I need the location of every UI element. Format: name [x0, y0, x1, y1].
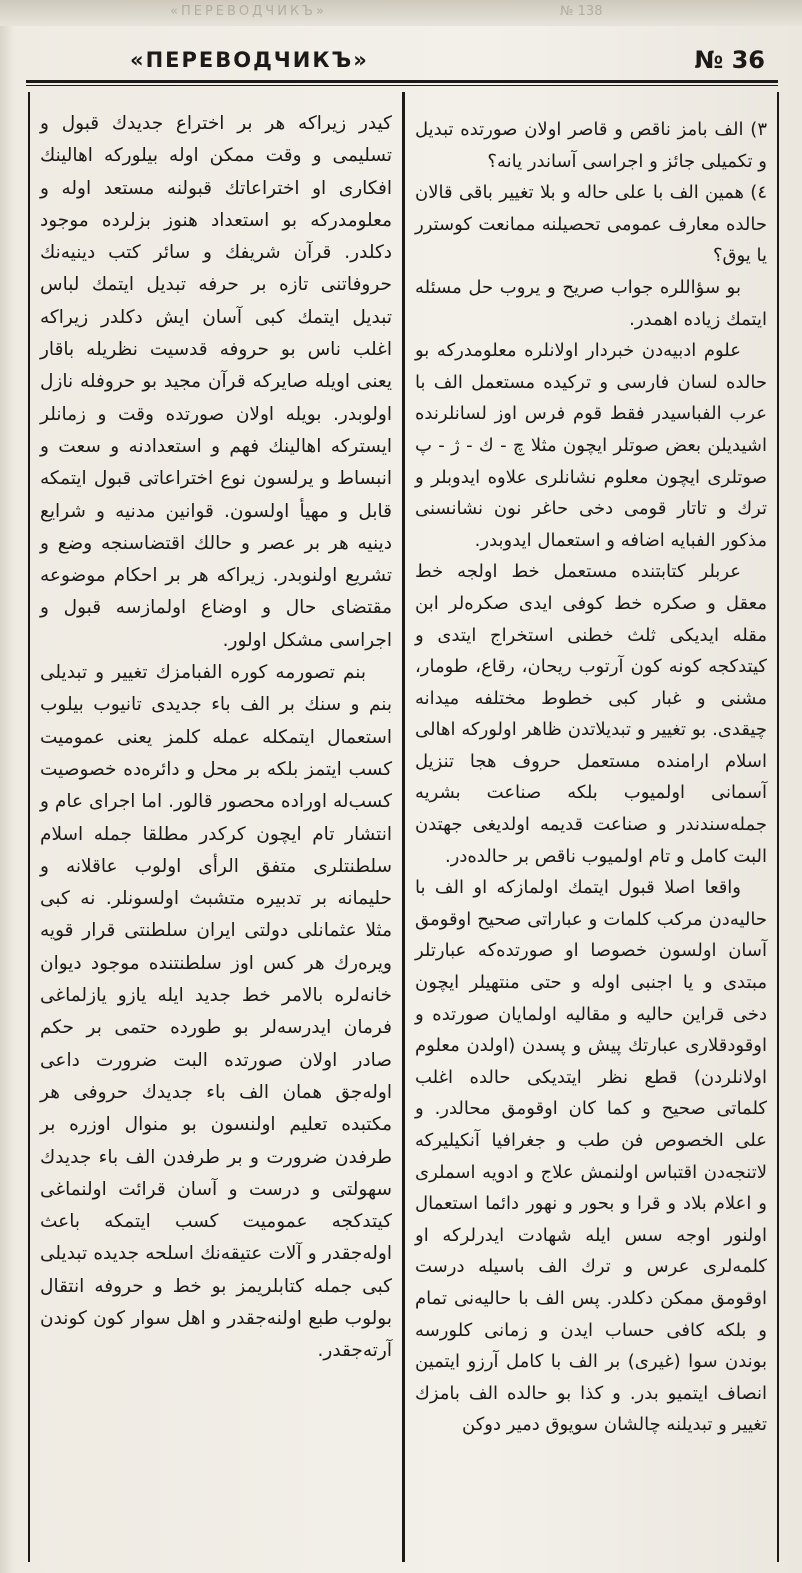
header-rule-thin [26, 85, 778, 86]
bleed-through-issue: № 138 [560, 4, 603, 19]
right-paragraph-4: علوم ادبیه‌دن خبردار اولانلره معلومدرکه بو حالده لسان فارسی و ترکیده مستعمل الف با عرب الفباسیدر فقط قوم فرس اوز لسانلرنده اشیدیلن بعض صوتلر ایچون مثلا چ - ك - ژ - پ صوتلری ایچون معلوم نشانلری علاوه ایدوبلر و ترك و تاتار قومی دخی حاغر نون نشانسنی مذکور الفبایه اضافه و استعمال ایدوبدر. [415, 340, 767, 551]
right-paragraph-3: بو سؤاللره جواب صریح و یروب حل مسئله ایتمك زیاده اهمدر. [415, 276, 767, 330]
paper-title: «ПЕРЕВОДЧИКЪ» [130, 48, 369, 72]
issue-number: № 36 [694, 46, 765, 74]
previous-page-bleed [0, 0, 802, 26]
header-rule-thick [26, 80, 778, 83]
right-paragraph-6: واقعا اصلا قبول ایتمك اولمازکه او الف با حالیه‌دن مرکب کلمات و عباراتی صحیح اوقومق آسان اولسون خصوصا او صورتده‌که عبارتلر مبتدی و یا اجنبی اوله و حتی منتهیلر ایچون دخی قراین حالیه و مقالیه اولمایان صورتده و اوقودقلاری عبارتك پیش و پسدن (اولدن معلوم اولانلردن) قطع نظر ایتدیکی حالده اغلب کلماتی صحیح و کما کان اوقومق محالدر. و علی الخصوص فن طب و جغرافیا آنکیلیرکه لاتنجه‌دن اقتباس اولنمش علاج و ادویه اسملری و اعلام بلاد و قرا و بحور و نهور دائما استعمال اولنور اوجه سس ایله شهادت ایدرلرکه او کلمه‌لری عرس و ترك الف باسیله درست اوقومق ممکن دکلدر. پس الف با حالیه‌نی تمام و بلکه کافی حساب ایدن و زمانی کلورسه بوندن سوا (غیری) بر الف با کامل آرزو ایتمین انصاف ایتمیو بدر. و کذا بو حالده الف بامزك تغییر و تبدیلنه چالشان سویوق دمیر دوکن [415, 877, 767, 1436]
left-paragraph-2: بنم تصورمه کوره الفبامزك تغییر و تبدیلی بنم و سنك بر الف باء جدیدی تانیوب بیلوب استعمال ایتمکله عمله کلمز یعنی عمومیت کسب ایتمز بلکه بر محل و دائره‌ده خصوصیت کسب‌له اوراده محصور قالور. اما اجرای عام و انتشار تام ایچون کرکدر مطلقا جمله اسلام سلطنتلری متفق الرأی اولوب عاقلانه و حلیمانه بر تدبیره متشبث اولسونلر. نه کبی مثلا عثمانلی دولتی ایران سلطنتی قرار قویه ویره‌رك هر کس اوز سلطنتنده موجود دیوان خانه‌لره بالامر خط جدید ایله یازو یازلماغی فرمان ایدرسه‌لر بو طورده حتمی بر حکم صادر اولان صورتده البت ضرورت داعی اوله‌جق همان الف باء جدیدك حروفی هر مکتبده تعلیم اولنسون بو منوال اوزره بر طرفدن ضرورت و بر طرفدن الف باء جدیدك سهولتی و درست و آسان قرائت اولنماغی کیتدکجه عمومیت کسب ایتمکه باعث اوله‌جقدر و آلات عتیقه‌نك اسلحه جدیده تبدیلی کبی جمله کتابلریمز بو خط و حروفه انتقال بولوب طبع اولنه‌جقدر و اهل سوار کون کوندن آرته‌جقدر. [40, 662, 392, 1362]
left-column [28, 92, 404, 1562]
left-paragraph-1: کیدر زیراکه هر بر اختراع جدیدك قبول و تسلیمی و وقت ممکن اوله بیلورکه اها‌لینك افکاری او اختراعاتك قبولنه مستعد اوله و معلومدرکه بو استعداد هنوز بزلرده موجود دکلدر. قرآن شریفك و سائر کتب دینیه‌نك حروفاتنی تازه بر حرفه تبدیل ایتمك لباس تبدیل ایتمك کبی آسان ایش دکلدر زیراکه اغلب ناس بو حروفه قدسیت نظریله باقار یعنی اویله صایرکه قرآن مجید بو حروفله نازل اولوبدر. بویله اولان صورتده وقت و زمانلر ایسترکه اهالینك فهم و استعدادنه و سعت و انبساط و یرلسون نوع اختراعاتی قبول ایتمکه قابل و مهیأ اولسون. قوانین مدنیه و شرایع دینیه هر بر عصر و حالك اقتضاسنجه وضع و تشریع اولنوبدر. زیراکه هر بر احکام موضوعه مقتضای حال و اوضاع اولمازسه قبول و اجراسی مشکل اولور. [40, 113, 392, 651]
right-paragraph-1: ٣) الف بامز ناقص و قاصر اولان صورتده تبدیل و تکمیلی جائز و اجراسی آساندر یانه؟ [415, 119, 767, 172]
bleed-through-title: «ПЕРЕВОДЧИКЪ» [170, 4, 327, 19]
right-column-text [415, 114, 767, 1441]
right-column [404, 92, 779, 1562]
right-paragraph-2: ٤) همین الف با علی حاله و بلا تغییر باقی قالان حالده معارف عمومی تحصیلنه ممانعت کوسترر یا یوق؟ [415, 182, 767, 267]
right-paragraph-5: عربلر کتابتنده مستعمل خط اولجه خط معقل و صکره خط کوفی ایدی صکره‌لر ابن مقله ایدیکی ثلث خطنی استخراج ایتدی و کیتدکجه کونه کون آرتوب ریحان، رقاع، طومار، مشنی و غبار کبی خطوط مختلفه میدانه چیقدی. بو تغییر و تبدیلاتدن ظاهر اولورکه اهالی اسلام ارامنده مستعمل حروف هجا تنزیل آسمانی اولمیوب بلکه صناعت بشریه جمله‌سندندر و صناعت قدیمه اولدیغی جهتدن البت کامل و تام اولمیوب ناقص بر حالده‌در. [415, 561, 767, 867]
left-column-text [40, 108, 392, 1368]
